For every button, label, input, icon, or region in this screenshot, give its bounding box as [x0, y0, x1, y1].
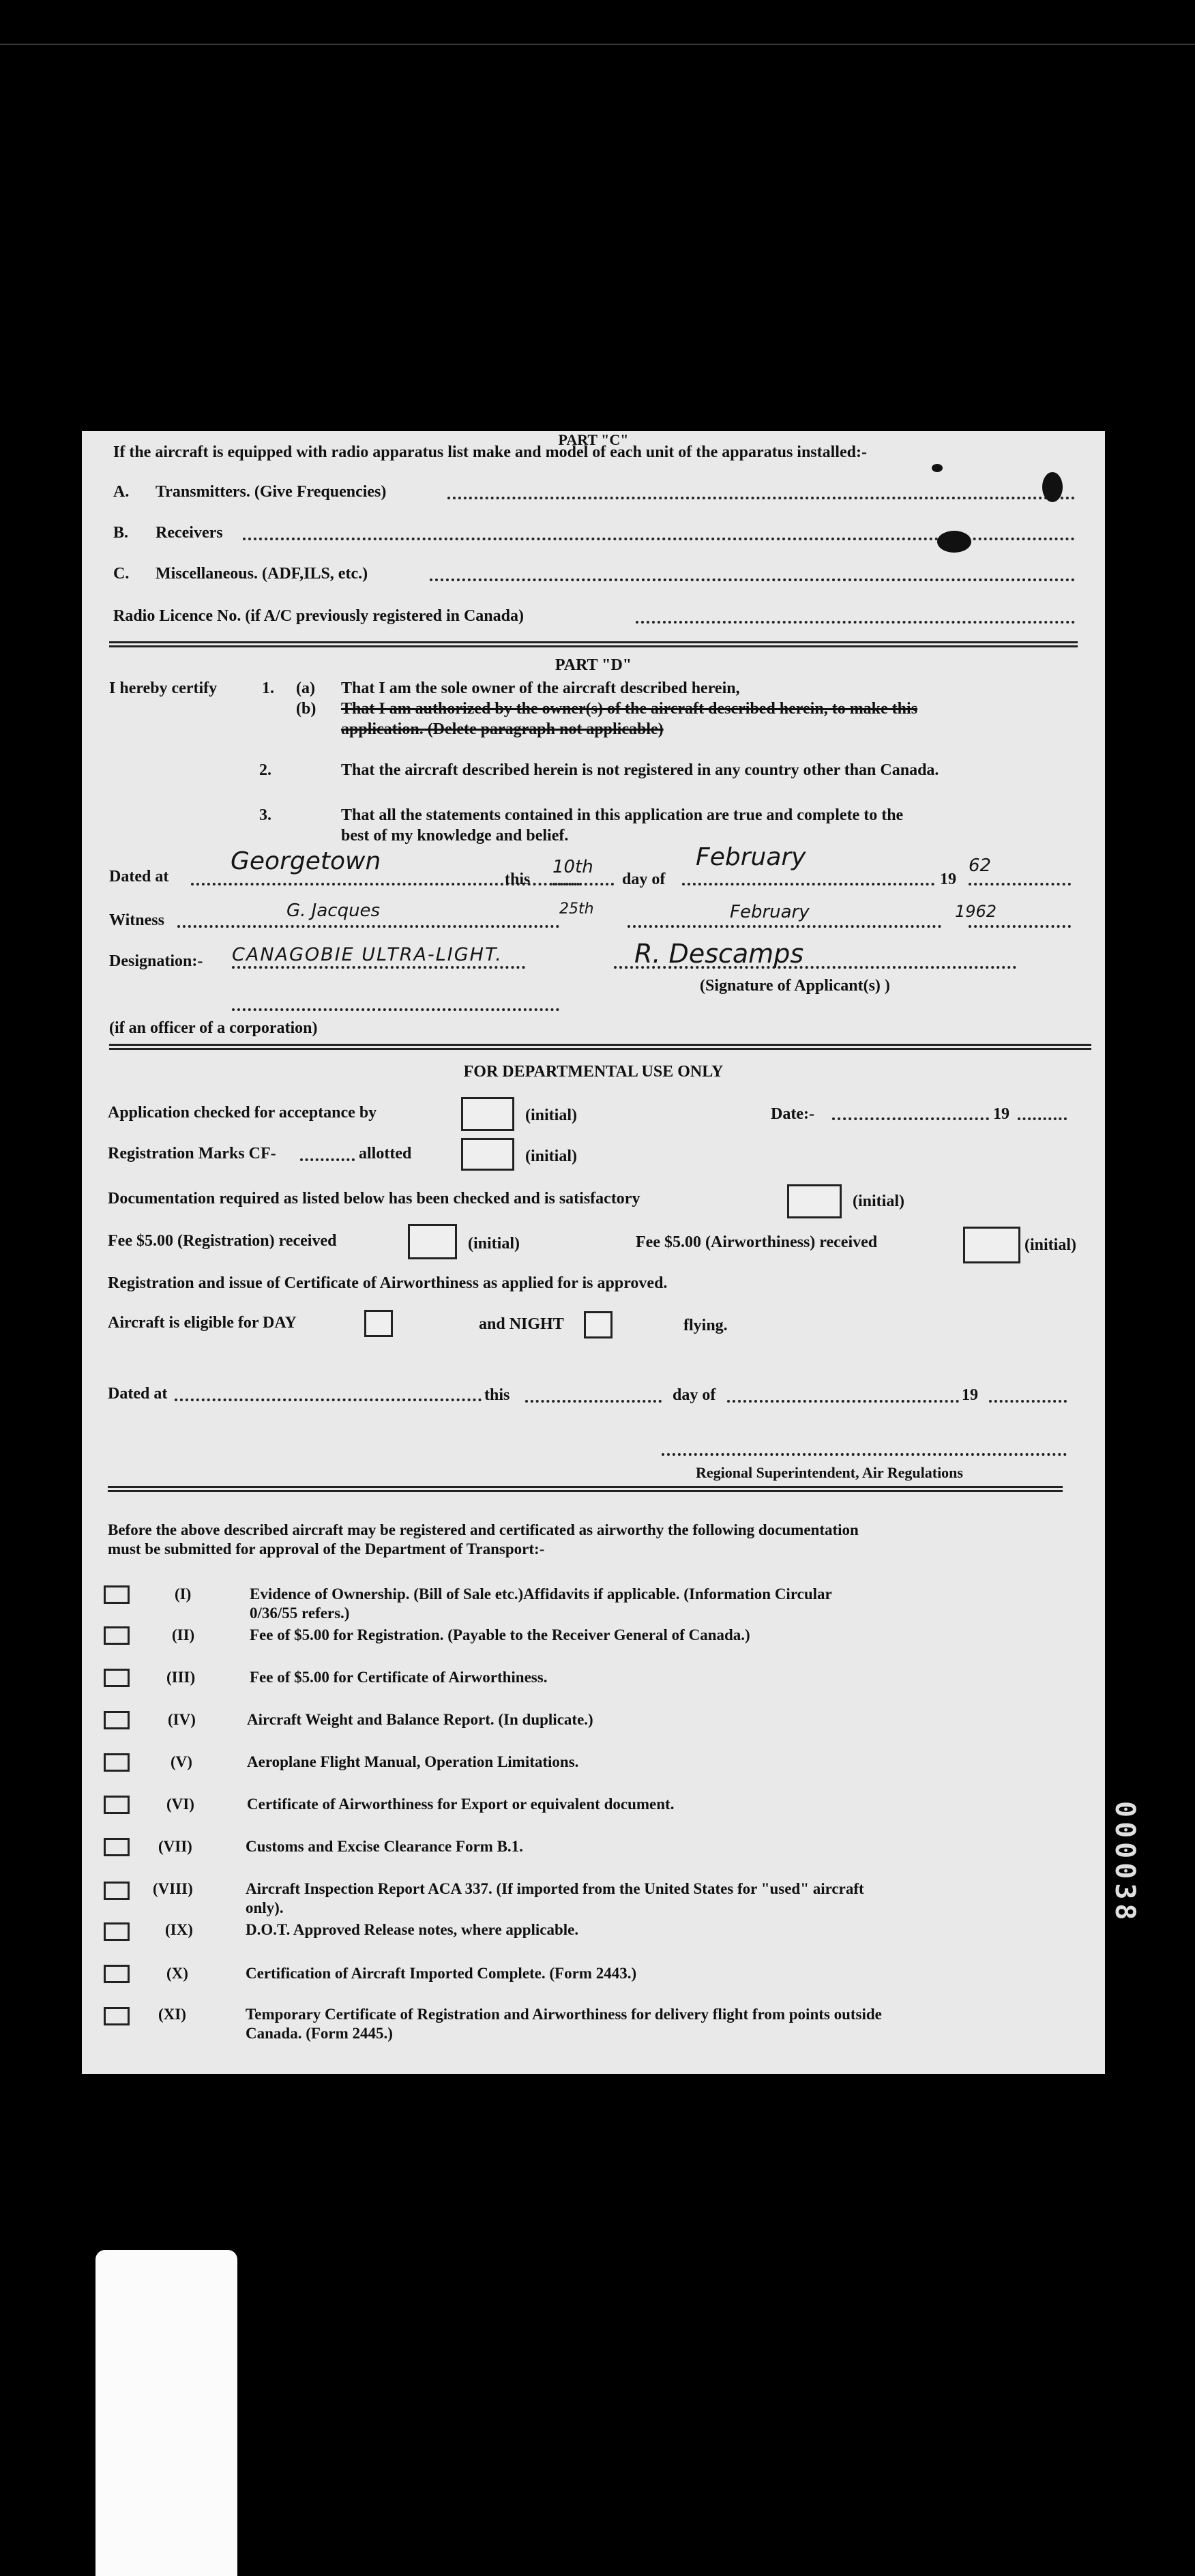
item-3-text: That all the statements contained in this application are true and complete to the — [341, 806, 904, 824]
designation-label: Designation:- — [109, 952, 203, 970]
row-c-dotted-line — [430, 579, 1075, 581]
superintendent-signature-line — [662, 1453, 1067, 1456]
doc-checkbox-ii[interactable] — [104, 1626, 130, 1645]
doc-text-xi-2: Canada. (Form 2445.) — [246, 2025, 393, 2042]
documentation-initial-label: (initial) — [853, 1192, 904, 1210]
checked-label: Application checked for acceptance by — [108, 1104, 377, 1122]
doc-num-i: (I) — [175, 1585, 192, 1602]
handwritten-month: February — [696, 843, 806, 871]
checked-initial-box[interactable] — [461, 1097, 514, 1131]
doc-checkbox-v[interactable] — [104, 1753, 130, 1772]
registration-marks-dotted-line — [300, 1158, 355, 1161]
doc-text-viii: Aircraft Inspection Report ACA 337. (If imported from the United States for "used" aircraft — [246, 1880, 864, 1897]
day-of-label: day of — [622, 870, 666, 888]
doc-num-ii: (II) — [172, 1626, 195, 1643]
dept-date-dotted-line — [832, 1117, 989, 1120]
fee-airworthiness-label: Fee $5.00 (Airworthiness) received — [636, 1233, 878, 1251]
item-1-number: 1. — [262, 679, 274, 697]
fee-registration-initial-box[interactable] — [408, 1224, 457, 1259]
doc-checkbox-xi[interactable] — [104, 2007, 130, 2025]
doc-num-x: (X) — [166, 1965, 188, 1982]
doc-num-iii: (III) — [166, 1669, 196, 1686]
row-c-letter: C. — [113, 565, 130, 583]
superintendent-label: Regional Superintendent, Air Regulations — [696, 1464, 963, 1481]
dept-date-label: Date:- — [771, 1105, 814, 1123]
eligible-day-label: Aircraft is eligible for DAY — [108, 1314, 297, 1332]
item-3-number: 3. — [259, 806, 271, 824]
doc-text-viii-2: only). — [246, 1899, 284, 1916]
radio-licence-label: Radio Licence No. (if A/C previously registered in Canada) — [113, 607, 524, 625]
signature-label: (Signature of Applicant(s) ) — [700, 977, 890, 995]
dept-year-dotted-line-2 — [989, 1400, 1067, 1403]
officer-note: (if an officer of a corporation) — [109, 1019, 318, 1037]
year-prefix: 19 — [940, 870, 956, 888]
certify-label: I hereby certify — [109, 679, 218, 697]
film-edge-line — [0, 44, 1195, 45]
doc-num-ix: (IX) — [165, 1921, 193, 1938]
handwritten-year: 62 — [969, 855, 992, 876]
doc-text-xi: Temporary Certificate of Registration and Airworthiness for delivery flight from points outside — [246, 2006, 882, 2023]
dept-year-dotted-line — [1018, 1117, 1067, 1120]
month-dotted-line — [682, 883, 934, 886]
row-a-label: Transmitters. (Give Frequencies) — [156, 483, 387, 501]
doc-num-iv: (IV) — [168, 1711, 196, 1728]
flying-label: flying. — [683, 1317, 728, 1334]
registration-marks-label: Registration Marks CF- — [108, 1145, 276, 1162]
item-1b-label: (b) — [296, 700, 316, 718]
row-b-letter: B. — [113, 524, 129, 542]
dept-year-prefix: 19 — [962, 1386, 978, 1404]
approval-statement: Registration and issue of Certificate of Airworthiness as applied for is approved. — [108, 1274, 668, 1292]
item-3-text-2: best of my knowledge and belief. — [341, 827, 569, 845]
film-frame-number: 000038 — [1109, 1801, 1140, 1924]
handwritten-witness-month: February — [730, 902, 810, 922]
docs-intro: Before the above described aircraft may be registered and certificated as airworthy the following documentation — [108, 1521, 859, 1538]
doc-checkbox-ix[interactable] — [104, 1922, 130, 1941]
dated-at-label: Dated at — [109, 868, 169, 886]
documentation-initial-box[interactable] — [787, 1184, 842, 1218]
dept-dated-at-dotted-line — [175, 1399, 482, 1401]
section-divider — [109, 1044, 1091, 1050]
handwritten-designation: CANAGOBIE ULTRA-LIGHT. — [232, 944, 503, 965]
doc-text-vii: Customs and Excise Clearance Form B.1. — [246, 1838, 523, 1855]
doc-checkbox-i[interactable] — [104, 1585, 130, 1604]
doc-text-v: Aeroplane Flight Manual, Operation Limitations. — [247, 1753, 579, 1770]
dept-date-year-prefix: 19 — [993, 1105, 1009, 1123]
dept-dated-at-label: Dated at — [108, 1385, 168, 1403]
allotted-label: allotted — [359, 1145, 412, 1162]
handwritten-witness-day: 25th — [559, 901, 594, 918]
this-label: this — [505, 870, 531, 888]
application-form-page — [82, 431, 1105, 2074]
night-label: and NIGHT — [479, 1315, 564, 1333]
handwritten-place: Georgetown — [231, 847, 381, 875]
witness-label: Witness — [109, 911, 164, 929]
witness-dotted-line — [177, 925, 559, 928]
film-leader-white-block — [95, 2250, 237, 2576]
doc-num-vi: (VI) — [166, 1796, 194, 1813]
fee-airworthiness-initial-box[interactable] — [963, 1227, 1020, 1263]
doc-text-ii: Fee of $5.00 for Registration. (Payable to the Receiver General of Canada.) — [250, 1626, 750, 1643]
row-b-label: Receivers — [156, 524, 223, 542]
allotted-initial-label: (initial) — [525, 1147, 577, 1165]
ink-spot — [937, 531, 971, 553]
item-2-text: That the aircraft described herein is not registered in any country other than Canada. — [341, 761, 939, 779]
item-1a-text: That I am the sole owner of the aircraft described herein, — [341, 679, 740, 697]
doc-num-viii: (VIII) — [153, 1880, 193, 1897]
dept-day-dotted-line — [525, 1400, 662, 1403]
doc-text-x: Certification of Aircraft Imported Complete. (Form 2443.) — [246, 1965, 637, 1982]
fee-registration-label: Fee $5.00 (Registration) received — [108, 1232, 337, 1250]
doc-text-vi: Certificate of Airworthiness for Export or equivalent document. — [247, 1796, 675, 1813]
witness-year-dotted-line — [969, 925, 1071, 928]
item-2-number: 2. — [259, 761, 271, 779]
documentation-label: Documentation required as listed below has been checked and is satisfactory — [108, 1190, 640, 1208]
item-1a-label: (a) — [296, 679, 315, 697]
doc-checkbox-vi[interactable] — [104, 1796, 130, 1814]
section-divider — [109, 641, 1078, 647]
ink-spot — [932, 464, 943, 472]
dept-title: FOR DEPARTMENTAL USE ONLY — [463, 1063, 724, 1081]
year-dotted-line — [969, 883, 1071, 886]
doc-num-vii: (VII) — [158, 1838, 192, 1855]
doc-checkbox-iii[interactable] — [104, 1669, 130, 1687]
allotted-initial-box[interactable] — [461, 1138, 514, 1171]
item-1b-text-struck-2: application. (Delete paragraph not applicable) — [341, 720, 664, 738]
radio-licence-dotted-line — [636, 621, 1075, 624]
part-c-intro: If the aircraft is equipped with radio apparatus list make and model of each unit of the apparatus installed:- — [113, 443, 867, 461]
designation-dotted-line — [232, 966, 525, 969]
part-c-title: PART "C" — [558, 431, 629, 448]
doc-text-iii: Fee of $5.00 for Certificate of Airworthiness. — [250, 1669, 548, 1686]
handwritten-day: 10th — [552, 857, 593, 877]
doc-text-ix: D.O.T. Approved Release notes, where applicable. — [246, 1921, 579, 1938]
dept-month-dotted-line — [727, 1400, 959, 1403]
fee-airworthiness-initial-label: (initial) — [1024, 1236, 1076, 1254]
handwritten-witness-year: 1962 — [955, 902, 997, 921]
dept-day-of-label: day of — [673, 1386, 716, 1404]
doc-num-v: (V) — [171, 1753, 192, 1770]
witness-month-dotted-line — [628, 925, 941, 928]
designation-second-dotted-line — [232, 1008, 559, 1011]
handwritten-signature: R. Descamps — [634, 939, 804, 969]
doc-text-i-2: 0/36/55 refers.) — [250, 1605, 350, 1622]
doc-text-i: Evidence of Ownership. (Bill of Sale etc.)Affidavits if applicable. (Information Circular — [250, 1585, 832, 1602]
part-d-title: PART "D" — [555, 656, 632, 674]
doc-checkbox-vii[interactable] — [104, 1838, 130, 1856]
handwritten-witness: G. Jacques — [286, 901, 381, 921]
section-divider — [108, 1486, 1063, 1492]
row-c-label: Miscellaneous. (ADF,ILS, etc.) — [156, 565, 368, 583]
item-1b-text-struck: That I am authorized by the owner(s) of the aircraft described herein, to make this — [341, 700, 918, 718]
doc-text-iv: Aircraft Weight and Balance Report. (In duplicate.) — [247, 1711, 593, 1728]
day-dotted-line — [552, 883, 614, 886]
docs-intro-2: must be submitted for approval of the Department of Transport:- — [108, 1540, 545, 1557]
doc-checkbox-x[interactable] — [104, 1965, 130, 1983]
day-checkbox[interactable] — [364, 1310, 393, 1337]
row-a-dotted-line — [447, 497, 1075, 499]
dept-this-label: this — [484, 1386, 510, 1404]
checked-initial-label: (initial) — [525, 1107, 577, 1124]
night-checkbox[interactable] — [584, 1311, 613, 1338]
row-a-letter: A. — [113, 483, 130, 501]
fee-registration-initial-label: (initial) — [468, 1235, 520, 1253]
doc-checkbox-viii[interactable] — [104, 1882, 130, 1900]
ink-spot — [1042, 472, 1063, 502]
doc-checkbox-iv[interactable] — [104, 1711, 130, 1729]
doc-num-xi: (XI) — [158, 2006, 186, 2023]
